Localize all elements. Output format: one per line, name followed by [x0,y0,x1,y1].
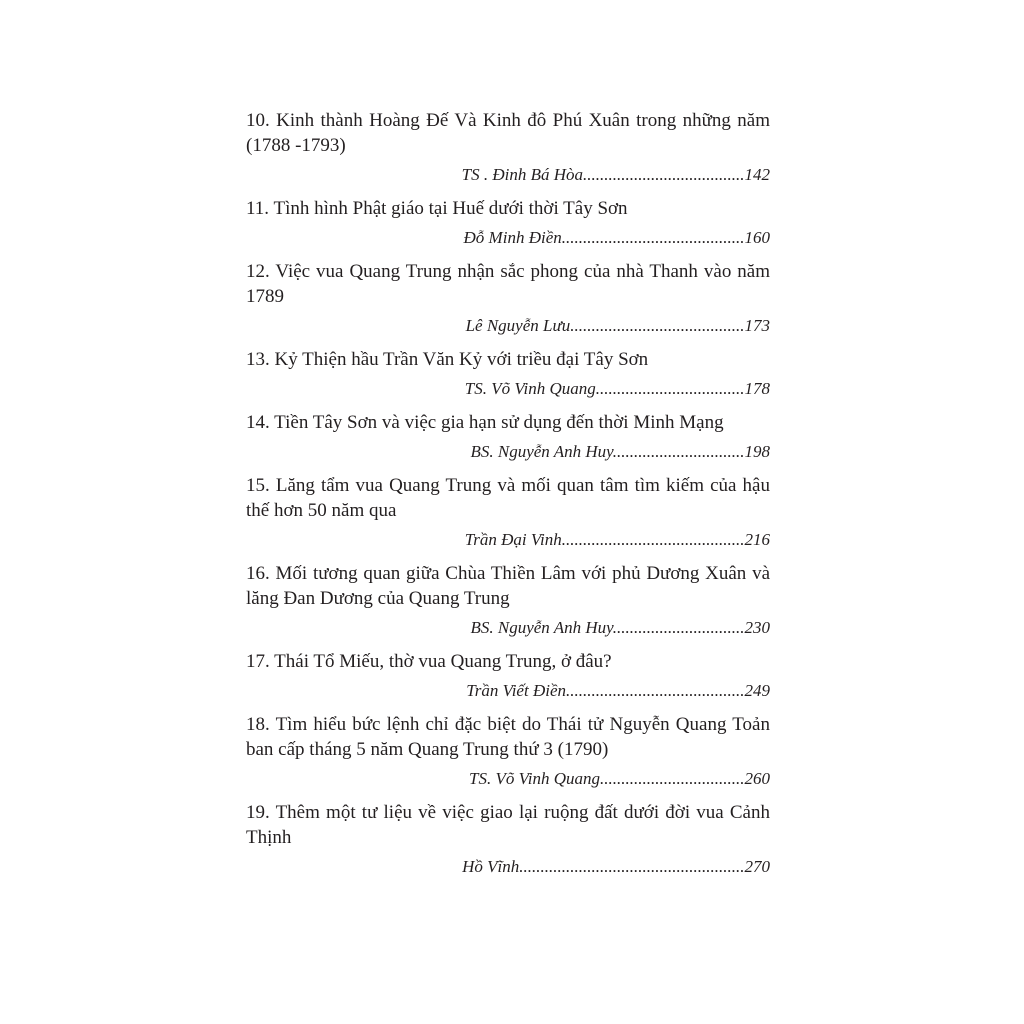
dot-leader: .................................. [600,769,745,788]
author-line [246,441,770,463]
author-line [246,856,770,878]
entry-page: 270 [744,857,770,876]
entry-title [246,473,770,523]
dot-leader: ............................... [612,618,745,637]
entry-title [246,561,770,611]
entry-author: BS. Nguyễn Anh Huy [470,618,613,637]
author-line [246,617,770,639]
entry-title [246,649,770,674]
dot-leader: .......................................... [566,681,745,700]
author-line [246,768,770,790]
entry-page: 216 [744,530,770,549]
entry-page: 173 [744,316,770,335]
dot-leader: ......................................... [570,316,745,335]
entry-number: 11. [246,198,270,219]
entry-page: 260 [744,769,770,788]
dot-leader: ..................................................... [519,857,745,876]
entry-title [246,800,770,850]
entry-page: 160 [744,228,770,247]
entry-title-text: Kinh thành Hoàng Đế Và Kinh đô Phú Xuân trong những năm (1788 -1793) [246,110,771,156]
table-of-contents [246,108,770,888]
dot-leader: ...................................... [583,165,745,184]
entry-title-text: Tiền Tây Sơn và việc gia hạn sử dụng đến thời Minh Mạng [274,412,724,433]
entry-author: TS . Đinh Bá Hòa [461,165,583,184]
entry-title-text: Thêm một tư liệu về việc giao lại ruộng đất dưới đời vua Cảnh Thịnh [246,802,770,848]
entry-author: BS. Nguyễn Anh Huy [470,442,613,461]
author-line [246,227,770,249]
toc-entry-18 [246,712,770,790]
entry-number: 10. [246,110,270,131]
toc-entry-10 [246,108,770,186]
entry-author: Trần Đại Vinh [464,530,562,549]
author-line [246,164,770,186]
author-line [246,315,770,337]
entry-author: Lê Nguyễn Lưu [465,316,571,335]
entry-title-text: Tình hình Phật giáo tại Huế dưới thời Tây Sơn [273,198,628,219]
entry-number: 14. [246,412,270,433]
entry-title [246,347,770,372]
author-line [246,378,770,400]
dot-leader: ............................... [612,442,745,461]
entry-title-text: Thái Tổ Miếu, thờ vua Quang Trung, ở đâu? [274,651,612,672]
entry-title-text: Việc vua Quang Trung nhận sắc phong của nhà Thanh vào năm 1789 [246,261,770,307]
toc-entry-14 [246,410,770,463]
entry-title-text: Mối tương quan giữa Chùa Thiền Lâm với phủ Dương Xuân và lăng Đan Dương của Quang Trung [246,563,770,609]
dot-leader: ........................................... [561,530,745,549]
toc-entry-15 [246,473,770,551]
toc-entry-13 [246,347,770,400]
entry-page: 249 [744,681,770,700]
author-line [246,680,770,702]
entry-page: 230 [744,618,770,637]
entry-title-text: Kỷ Thiện hầu Trần Văn Kỷ với triều đại Tây Sơn [274,349,649,370]
entry-number: 15. [246,475,270,496]
toc-entry-11 [246,196,770,249]
entry-author: TS. Võ Vinh Quang [464,379,596,398]
entry-number: 13. [246,349,270,370]
entry-author: Trần Viết Điền [466,681,566,700]
entry-number: 18. [246,714,270,735]
dot-leader: ........................................... [561,228,745,247]
dot-leader: ................................... [595,379,745,398]
entry-page: 178 [744,379,770,398]
entry-title [246,108,770,158]
toc-entry-17 [246,649,770,702]
entry-number: 12. [246,261,270,282]
entry-title-text: Tìm hiểu bức lệnh chỉ đặc biệt do Thái tử Nguyễn Quang Toản ban cấp tháng 5 năm Quang Trung thứ 3 (1790) [246,714,770,760]
toc-entry-19 [246,800,770,878]
entry-title [246,712,770,762]
entry-author: Đỗ Minh Điền [463,228,562,247]
entry-title [246,259,770,309]
toc-entry-12 [246,259,770,337]
entry-title [246,196,770,221]
entry-page: 142 [744,165,770,184]
entry-author: TS. Võ Vinh Quang [469,769,600,788]
entry-page: 198 [744,442,770,461]
toc-entry-16 [246,561,770,639]
entry-title [246,410,770,435]
entry-number: 17. [246,651,270,672]
entry-number: 16. [246,563,270,584]
author-line [246,529,770,551]
entry-number: 19. [246,802,270,823]
entry-author: Hồ Vĩnh [462,857,520,876]
entry-title-text: Lăng tẩm vua Quang Trung và mối quan tâm tìm kiếm của hậu thế hơn 50 năm qua [246,475,770,521]
